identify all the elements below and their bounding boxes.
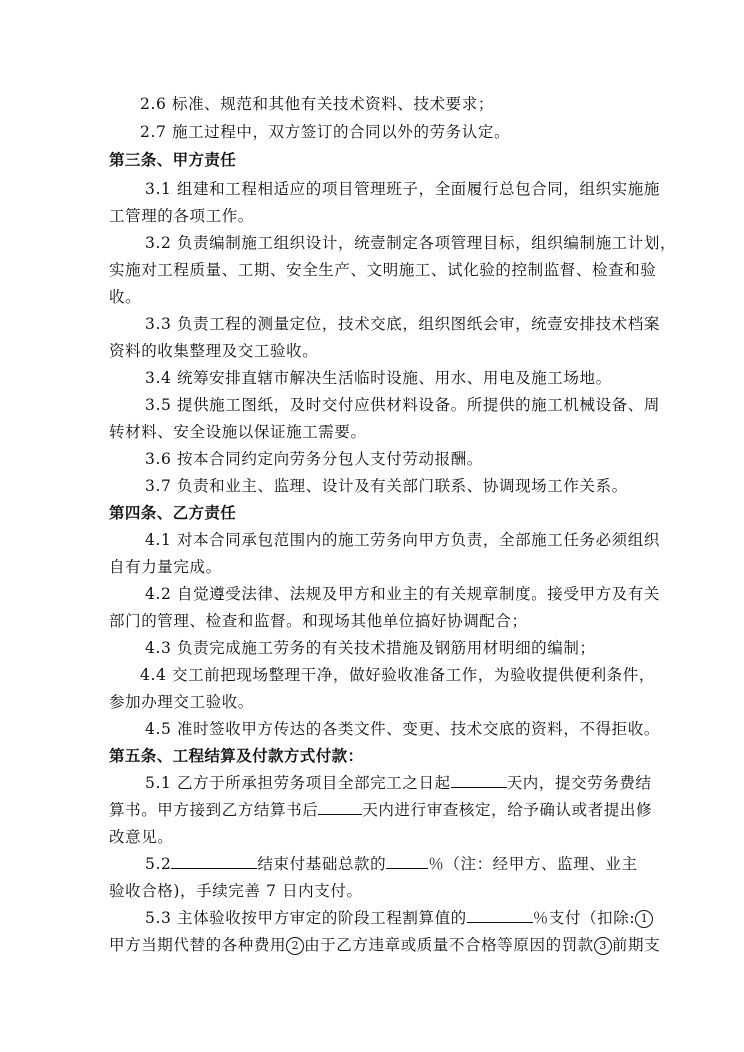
clause-5-3-text-b: ％支付（扣除: [532,909,636,927]
clause-5-2-line-1 [145,852,638,874]
clause-5-2-line-2: 验收合格)，手续完善 7 日内支付。 [109,882,363,900]
days-blank-field[interactable] [451,773,507,788]
clause-4-5: 4.5 准时签收甲方传达的各类文件、变更、技术交底的资料，不得拒收。 [145,720,660,738]
clause-5-2-text-b: ％（注：经甲方、监理、业主 [428,855,638,873]
clause-5-1-text-d: 天内进行审查核定，给予确认或者提出修 [362,801,653,819]
clause-4-4-line-1: 4.4 交工前把现场整理干净，做好验收准备工作，为验收提供便利条件， [140,666,655,684]
clause-5-1-line-1 [145,771,652,793]
clause-3-3-line-1: 3.3 负责工程的测量定位，技术交底，组织图纸会审，统壹安排技术档案 [145,315,660,333]
clause-3-2-line-2: 实施对工程质量、工期、安全生产、文明施工、试化验的控制监督、检查和验 [109,261,657,279]
clause-4-2-line-2: 部门的管理、检查和监督。和现场其他单位搞好协调配合； [109,612,528,630]
article-4-heading: 第四条、乙方责任 [109,504,237,522]
clause-3-4: 3.4 统筹安排直辖市解决生活临时设施、用水、用电及施工场地。 [145,369,612,387]
clause-5-3-line-2 [109,933,660,955]
clause-3-3-line-2: 资料的收集整理及交工验收。 [109,342,319,360]
clause-5-1-text-c: 算书。甲方接到乙方结算书后 [109,801,319,819]
clause-4-1-line-2: 自有力量完成。 [109,558,222,576]
clause-3-1-line-1: 3.1 组建和工程相适应的项目管理班子，全面履行总包合同，组织实施施 [145,180,660,198]
clause-5-3-text-c: 甲方当期代替的各种费用 [109,936,287,954]
clause-5-1-line-3: 改意见。 [109,828,174,846]
main-percent-blank-field[interactable] [467,908,533,923]
clause-4-2-line-1: 4.2 自觉遵受法律、法规及甲方和业主的有关规章制度。接受甲方及有关 [145,585,660,603]
clause-4-1-line-1: 4.1 对本合同承包范围内的施工劳务向甲方负责，全部施工任务必须组织 [145,531,660,549]
clause-2-6: 2.6 标准、规范和其他有关技术资料、技术要求； [140,95,494,113]
clause-3-5-line-2: 转材料、安全设施以保证施工需要。 [109,423,367,441]
clause-4-4-line-2: 参加办理交工验收。 [109,693,254,711]
clause-5-1-text-a: 5.1 乙方于所承担劳务项目全部完工之日起 [145,774,451,792]
clause-5-3-text-a: 5.3 主体验收按甲方审定的阶段工程割算值的 [145,909,467,927]
clause-5-3-text-e: 前期支 [611,936,661,954]
review-days-blank-field[interactable] [318,800,362,815]
clause-5-3-line-1 [145,906,653,928]
clause-3-2-line-1: 3.2 负责编制施工组织设计，统壹制定各项管理目标，组织编制施工计划， [145,234,677,252]
clause-4-3: 4.3 负责完成施工劳务的有关技术措施及钢筋用材明细的编制； [145,639,596,657]
clause-5-3-text-d: 由于乙方违章或质量不合格等原因的罚款 [304,936,594,954]
clause-5-2-text-a: 结束付基础总款的 [257,855,387,873]
stage-blank-field[interactable] [171,854,257,869]
circled-number-2-icon: 2 [286,937,304,955]
circled-number-3-icon: 3 [594,937,612,955]
clause-5-1-text-b: 天内，提交劳务费结 [506,774,652,792]
clause-3-5-line-1: 3.5 提供施工图纸，及时交付应供材料设备。所提供的施工机械设备、周 [145,396,660,414]
clause-5-2-number: 5.2 [145,855,172,873]
clause-3-1-line-2: 工管理的各项工作。 [109,207,254,225]
percent-blank-field[interactable] [386,854,428,869]
article-5-heading: 第五条、工程结算及付款方式付款： [109,747,364,765]
clause-2-7: 2.7 施工过程中，双方签订的合同以外的劳务认定。 [140,123,511,141]
clause-3-7: 3.7 负责和业主、监理、设计及有关部门联系、协调现场工作关系。 [145,477,628,495]
circled-number-1-icon: 1 [635,910,653,928]
clause-3-2-line-3: 收。 [109,288,142,306]
article-3-heading: 第三条、甲方责任 [109,151,237,169]
clause-5-1-line-2 [109,798,652,820]
clause-3-6: 3.6 按本合同约定向劳务分包人支付劳动报酬。 [145,450,483,468]
